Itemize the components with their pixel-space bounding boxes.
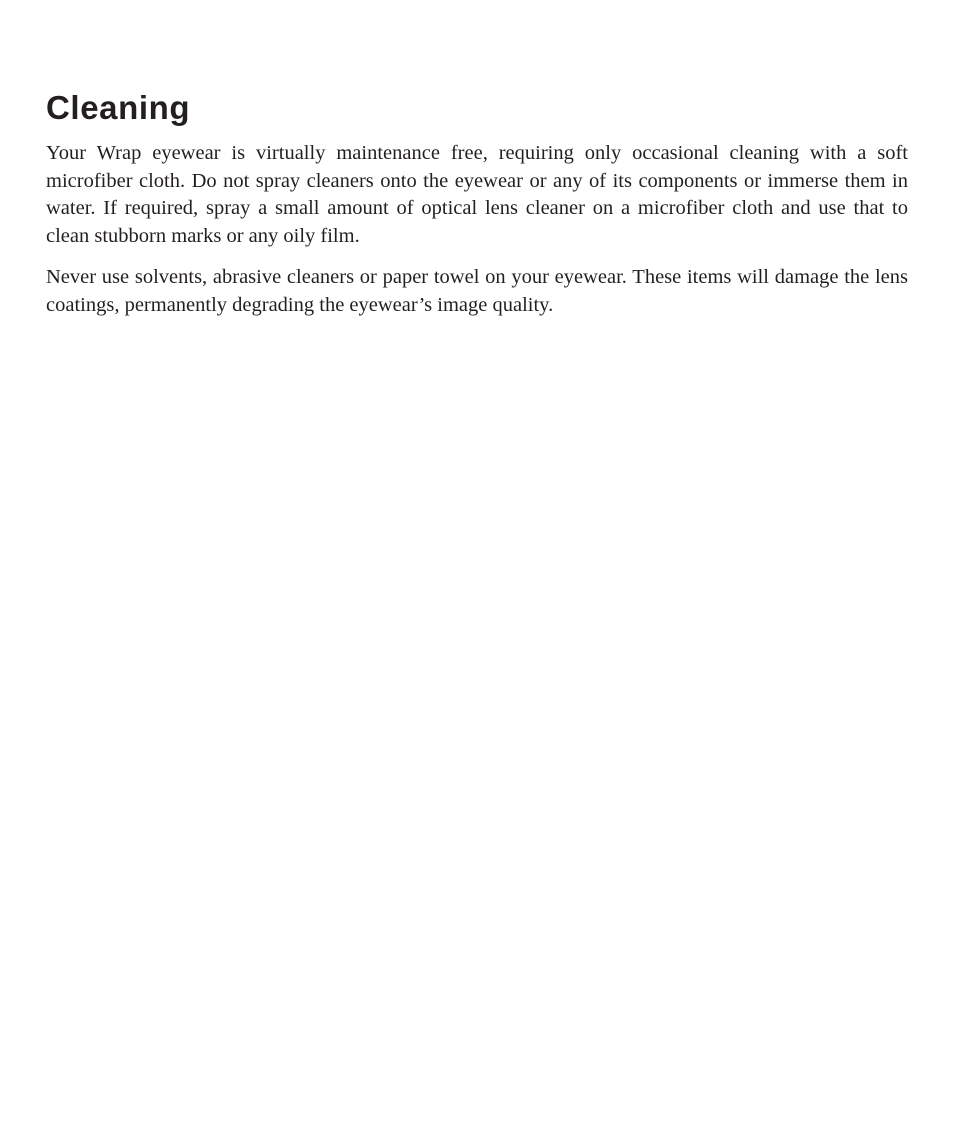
- document-page: [46, 86, 908, 333]
- cleaning-instructions-paragraph: Your Wrap eyewear is virtually maintenance free, requiring only occasional cleaning with a soft microfiber cloth. Do not spray cleaners onto the eyewear or any of its components or immerse them in water. If required, spray a small amount of optical lens cleaner on a microfiber cloth and use that to clean stubborn marks or any oily film.: [46, 142, 908, 247]
- cleaning-warning-paragraph: Never use solvents, abrasive cleaners or paper towel on your eyewear. These items will damage the lens coatings, permanently degrading the eyewear’s image quality.: [46, 266, 908, 316]
- section-title: Cleaning: [46, 89, 191, 126]
